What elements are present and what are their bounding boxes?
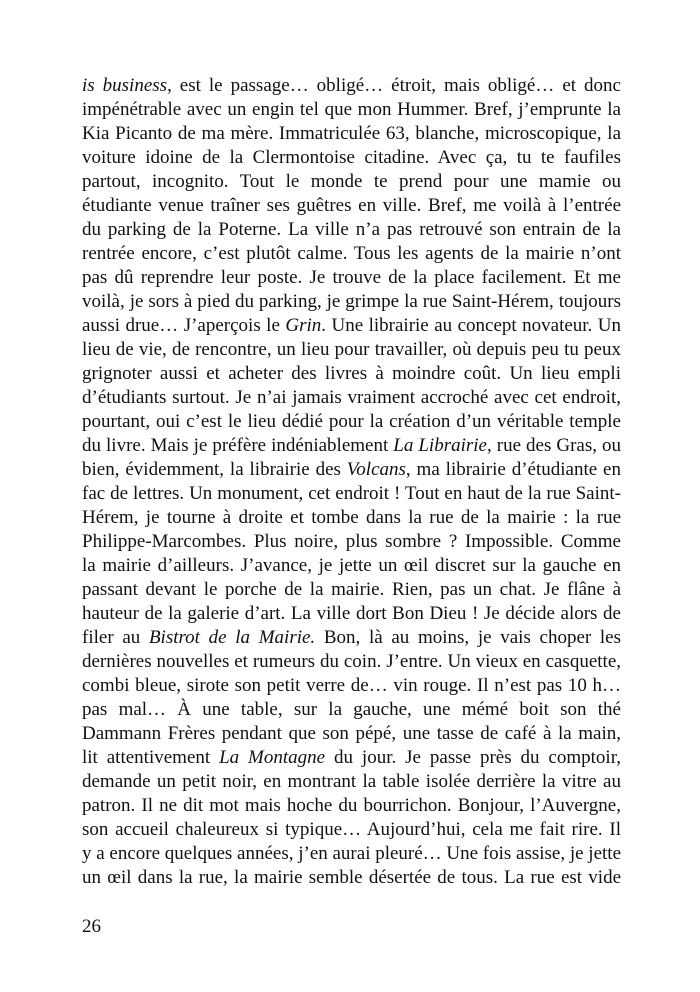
text-line xyxy=(82,434,621,458)
italic-title: Grin xyxy=(285,315,322,336)
text-segment: impénétrable avec un engin tel que mon Hummer. Bref, j’emprunte la xyxy=(82,99,621,120)
text-segment: dernières nouvelles et rumeurs du coin. J’entre. Un vieux en casquette, xyxy=(82,651,621,672)
text-line xyxy=(82,866,621,890)
text-line xyxy=(82,266,621,290)
text-segment: Bon, là au moins, je vais choper les xyxy=(315,627,622,648)
text-line xyxy=(82,290,621,314)
text-line xyxy=(82,794,621,818)
text-segment: du livre. Mais je préfère indéniablement xyxy=(82,435,394,456)
text-segment: combi bleue, sirote son petit verre de… vin rouge. Il n’est pas 10 h… xyxy=(82,675,621,696)
text-line xyxy=(82,698,621,722)
text-line xyxy=(82,746,621,770)
text-segment: Kia Picanto de ma mère. Immatriculée 63, blanche, microscopique, la xyxy=(82,123,621,144)
text-line xyxy=(82,362,621,386)
text-segment: hauteur de la galerie d’art. La ville dort Bon Dieu ! Je décide alors de xyxy=(82,603,621,624)
text-segment: filer au xyxy=(82,627,149,648)
text-segment: son accueil chaleureux si typique… Aujourd’hui, cela me fait rire. Il xyxy=(82,819,621,840)
text-segment: aussi drue… J’aperçois le xyxy=(82,315,286,336)
text-segment: étudiante venue traîner ses guêtres en ville. Bref, me voilà à l’entrée xyxy=(82,195,621,216)
text-segment: Dammann Frères pendant que son pépé, une tasse de café à la main, xyxy=(82,723,621,744)
text-line xyxy=(82,674,621,698)
text-segment: passant devant le porche de la mairie. Rien, pas un chat. Je flâne à xyxy=(82,579,621,600)
text-line xyxy=(82,650,621,674)
text-segment: y a encore quelques années, j’en aurai pleuré… Une fois assise, je jette xyxy=(82,843,621,864)
text-segment: d’étudiants surtout. Je n’ai jamais vraiment accroché avec cet endroit, xyxy=(82,387,621,408)
text-segment: Hérem, je tourne à droite et tombe dans la rue de la mairie : la rue xyxy=(82,507,621,528)
italic-title: La Librairie xyxy=(393,435,487,456)
text-line xyxy=(82,506,621,530)
text-segment: pas dû reprendre leur poste. Je trouve de la place facilement. Et me xyxy=(82,267,621,288)
text-segment: lieu de vie, de rencontre, un lieu pour travailler, où depuis peu tu peux xyxy=(82,339,621,360)
text-segment: demande un petit noir, en montrant la table isolée derrière la vitre au xyxy=(82,771,621,792)
text-segment: voiture idoine de la Clermontoise citadine. Avec ça, tu te faufiles xyxy=(82,147,621,168)
italic-title: Bistrot de la Mairie. xyxy=(148,627,316,648)
text-line xyxy=(82,122,621,146)
text-line xyxy=(82,386,621,410)
text-segment: voilà, je sors à pied du parking, je grimpe la rue Saint-Hérem, toujours xyxy=(82,291,621,312)
text-segment: , ma librairie d’étudiante en xyxy=(405,459,621,480)
italic-title: is business xyxy=(82,75,168,96)
text-line xyxy=(82,722,621,746)
text-segment: rentrée encore, c’est plutôt calme. Tous les agents de la mairie n’ont xyxy=(82,243,621,264)
text-line xyxy=(82,482,621,506)
text-segment: pourtant, oui c’est le lieu dédié pour la création d’un véritable temple xyxy=(82,411,621,432)
text-line xyxy=(82,818,621,842)
text-line xyxy=(82,170,621,194)
text-line xyxy=(82,458,621,482)
italic-title: La Montagne xyxy=(219,747,326,768)
text-line xyxy=(82,338,621,362)
text-line xyxy=(82,74,621,98)
text-segment: . Une librairie au concept novateur. Un xyxy=(321,315,621,336)
text-segment: bien, évidemment, la librairie des xyxy=(82,459,347,480)
text-segment: lit attentivement xyxy=(82,747,220,768)
text-segment: fac de lettres. Un monument, cet endroit ! Tout en haut de la rue Saint- xyxy=(82,483,621,504)
text-line xyxy=(82,98,621,122)
text-line xyxy=(82,842,621,866)
text-line xyxy=(82,410,621,434)
text-segment: pas mal… À une table, sur la gauche, une mémé boit son thé xyxy=(82,699,621,720)
text-segment: patron. Il ne dit mot mais hoche du bourrichon. Bonjour, l’Auvergne, xyxy=(82,795,621,816)
text-segment: Philippe-Marcombes. Plus noire, plus sombre ? Impossible. Comme xyxy=(82,531,621,552)
text-segment: la mairie d’ailleurs. J’avance, je jette un œil discret sur la gauche en xyxy=(82,555,621,576)
text-line xyxy=(82,194,621,218)
italic-title: Volcans xyxy=(346,459,406,480)
text-line xyxy=(82,578,621,602)
body-text xyxy=(82,74,621,890)
text-segment: , est le passage… obligé… étroit, mais obligé… et donc xyxy=(167,75,621,96)
text-segment: grignoter aussi et acheter des livres à moindre coût. Un lieu empli xyxy=(82,363,621,384)
text-segment: un œil dans la rue, la mairie semble désertée de tous. La rue est vide xyxy=(82,867,621,888)
text-segment: , rue des Gras, ou xyxy=(486,435,621,456)
text-line xyxy=(82,530,621,554)
text-line xyxy=(82,314,621,338)
text-line xyxy=(82,770,621,794)
text-line xyxy=(82,602,621,626)
page-number: 26 xyxy=(82,916,101,937)
text-line xyxy=(82,242,621,266)
text-segment: partout, incognito. Tout le monde te prend pour une mamie ou xyxy=(82,171,621,192)
text-line xyxy=(82,218,621,242)
text-segment: du jour. Je passe près du comptoir, xyxy=(325,747,622,768)
text-segment: du parking de la Poterne. La ville n’a pas retrouvé son entrain de la xyxy=(82,219,621,240)
text-line xyxy=(82,626,621,650)
text-line xyxy=(82,554,621,578)
text-line xyxy=(82,146,621,170)
